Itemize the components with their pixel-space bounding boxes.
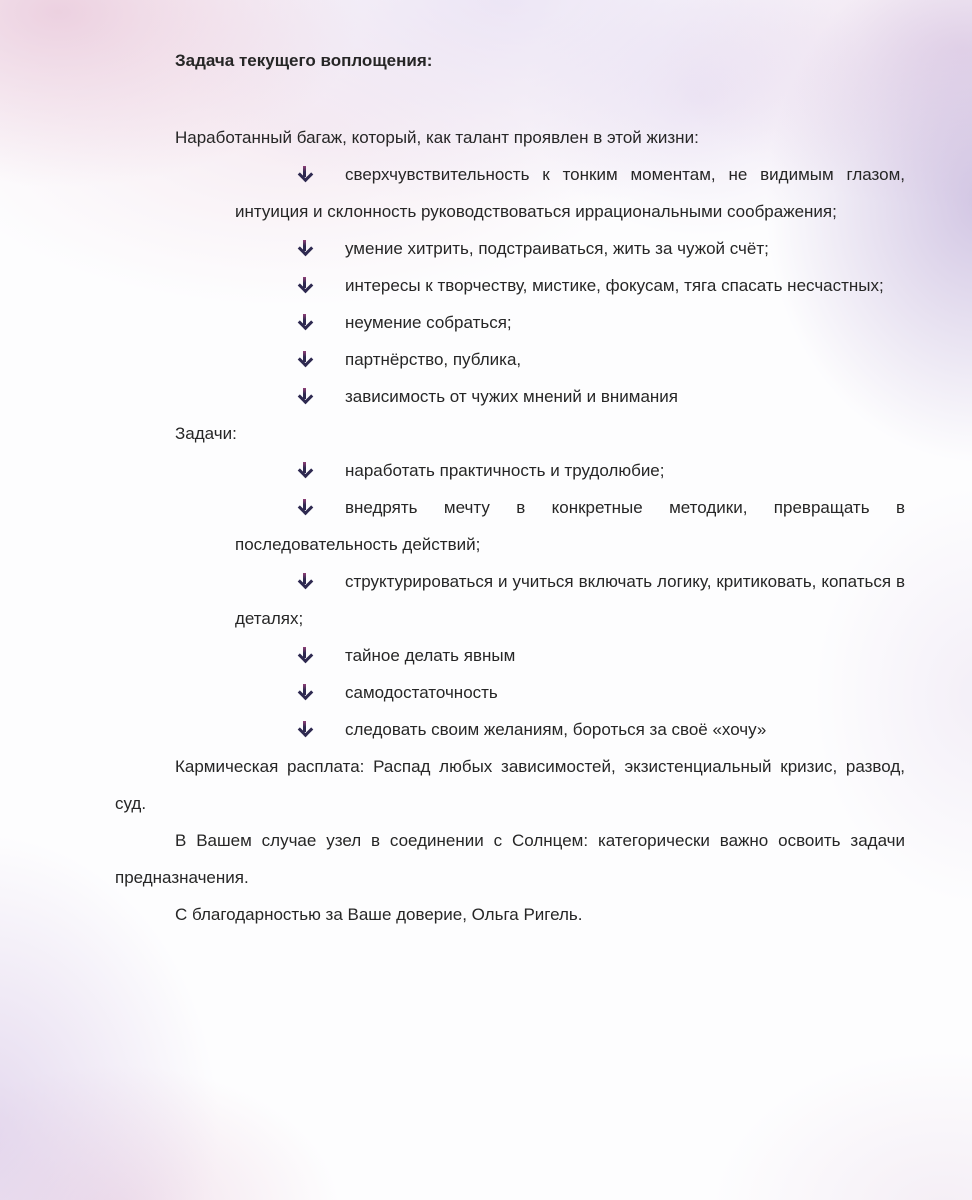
arrow-down-bullet-icon: [297, 277, 312, 292]
list-item: [235, 489, 905, 563]
arrow-down-bullet-icon: [297, 240, 312, 255]
list-item: [235, 156, 905, 230]
karma-paragraph: Кармическая расплата: Распад любых зависимостей, экзистенциальный кризис, развод, суд.: [115, 757, 905, 813]
list-item: [235, 341, 905, 378]
arrow-down-bullet-icon: [297, 721, 312, 736]
list-item: [235, 711, 905, 748]
list-item-text: структурироваться и учиться включать логику, критиковать, копаться в деталях;: [235, 572, 905, 628]
arrow-down-bullet-icon: [297, 314, 312, 329]
list-item-text: самодостаточность: [345, 683, 498, 702]
list-item: [235, 452, 905, 489]
page-title: Задача текущего воплощения:: [175, 51, 433, 70]
arrow-down-bullet-icon: [297, 166, 312, 181]
node-paragraph: В Вашем случае узел в соединении с Солнцем: категорически важно освоить задачи предназначения.: [115, 831, 905, 887]
arrow-down-bullet-icon: [297, 351, 312, 366]
list-item: [235, 267, 905, 304]
list-item: [235, 674, 905, 711]
arrow-down-bullet-icon: [297, 647, 312, 662]
list-item-text: неумение собраться;: [345, 313, 512, 332]
arrow-down-bullet-icon: [297, 573, 312, 588]
list-item: [235, 563, 905, 637]
tasks-list: [115, 452, 905, 748]
list-item-text: зависимость от чужих мнений и внимания: [345, 387, 679, 406]
list-item: [235, 304, 905, 341]
tasks-heading: Задачи:: [175, 424, 237, 443]
intro-paragraph: Наработанный багаж, который, как талант проявлен в этой жизни:: [175, 128, 699, 147]
list-item: [235, 230, 905, 267]
list-item-text: внедрять мечту в конкретные методики, превращать в последовательность действий;: [235, 498, 905, 554]
arrow-down-bullet-icon: [297, 388, 312, 403]
arrow-down-bullet-icon: [297, 684, 312, 699]
list-item-text: умение хитрить, подстраиваться, жить за чужой счёт;: [345, 239, 769, 258]
baggage-list: [115, 156, 905, 415]
arrow-down-bullet-icon: [297, 499, 312, 514]
list-item-text: следовать своим желаниям, бороться за своё «хочу»: [345, 720, 767, 739]
list-item-text: сверхчувствительность к тонким моментам, не видимым глазом, интуиция и склонность руководствоваться иррациональными соображения;: [235, 165, 905, 221]
list-item: [235, 637, 905, 674]
list-item-text: партнёрство, публика,: [345, 350, 522, 369]
list-item: [235, 378, 905, 415]
list-item-text: наработать практичность и трудолюбие;: [345, 461, 665, 480]
closing-line: С благодарностью за Ваше доверие, Ольга Ригель.: [175, 905, 583, 924]
arrow-down-bullet-icon: [297, 462, 312, 477]
list-item-text: тайное делать явным: [345, 646, 516, 665]
list-item-text: интересы к творчеству, мистике, фокусам, тяга спасать несчастных;: [345, 276, 884, 295]
